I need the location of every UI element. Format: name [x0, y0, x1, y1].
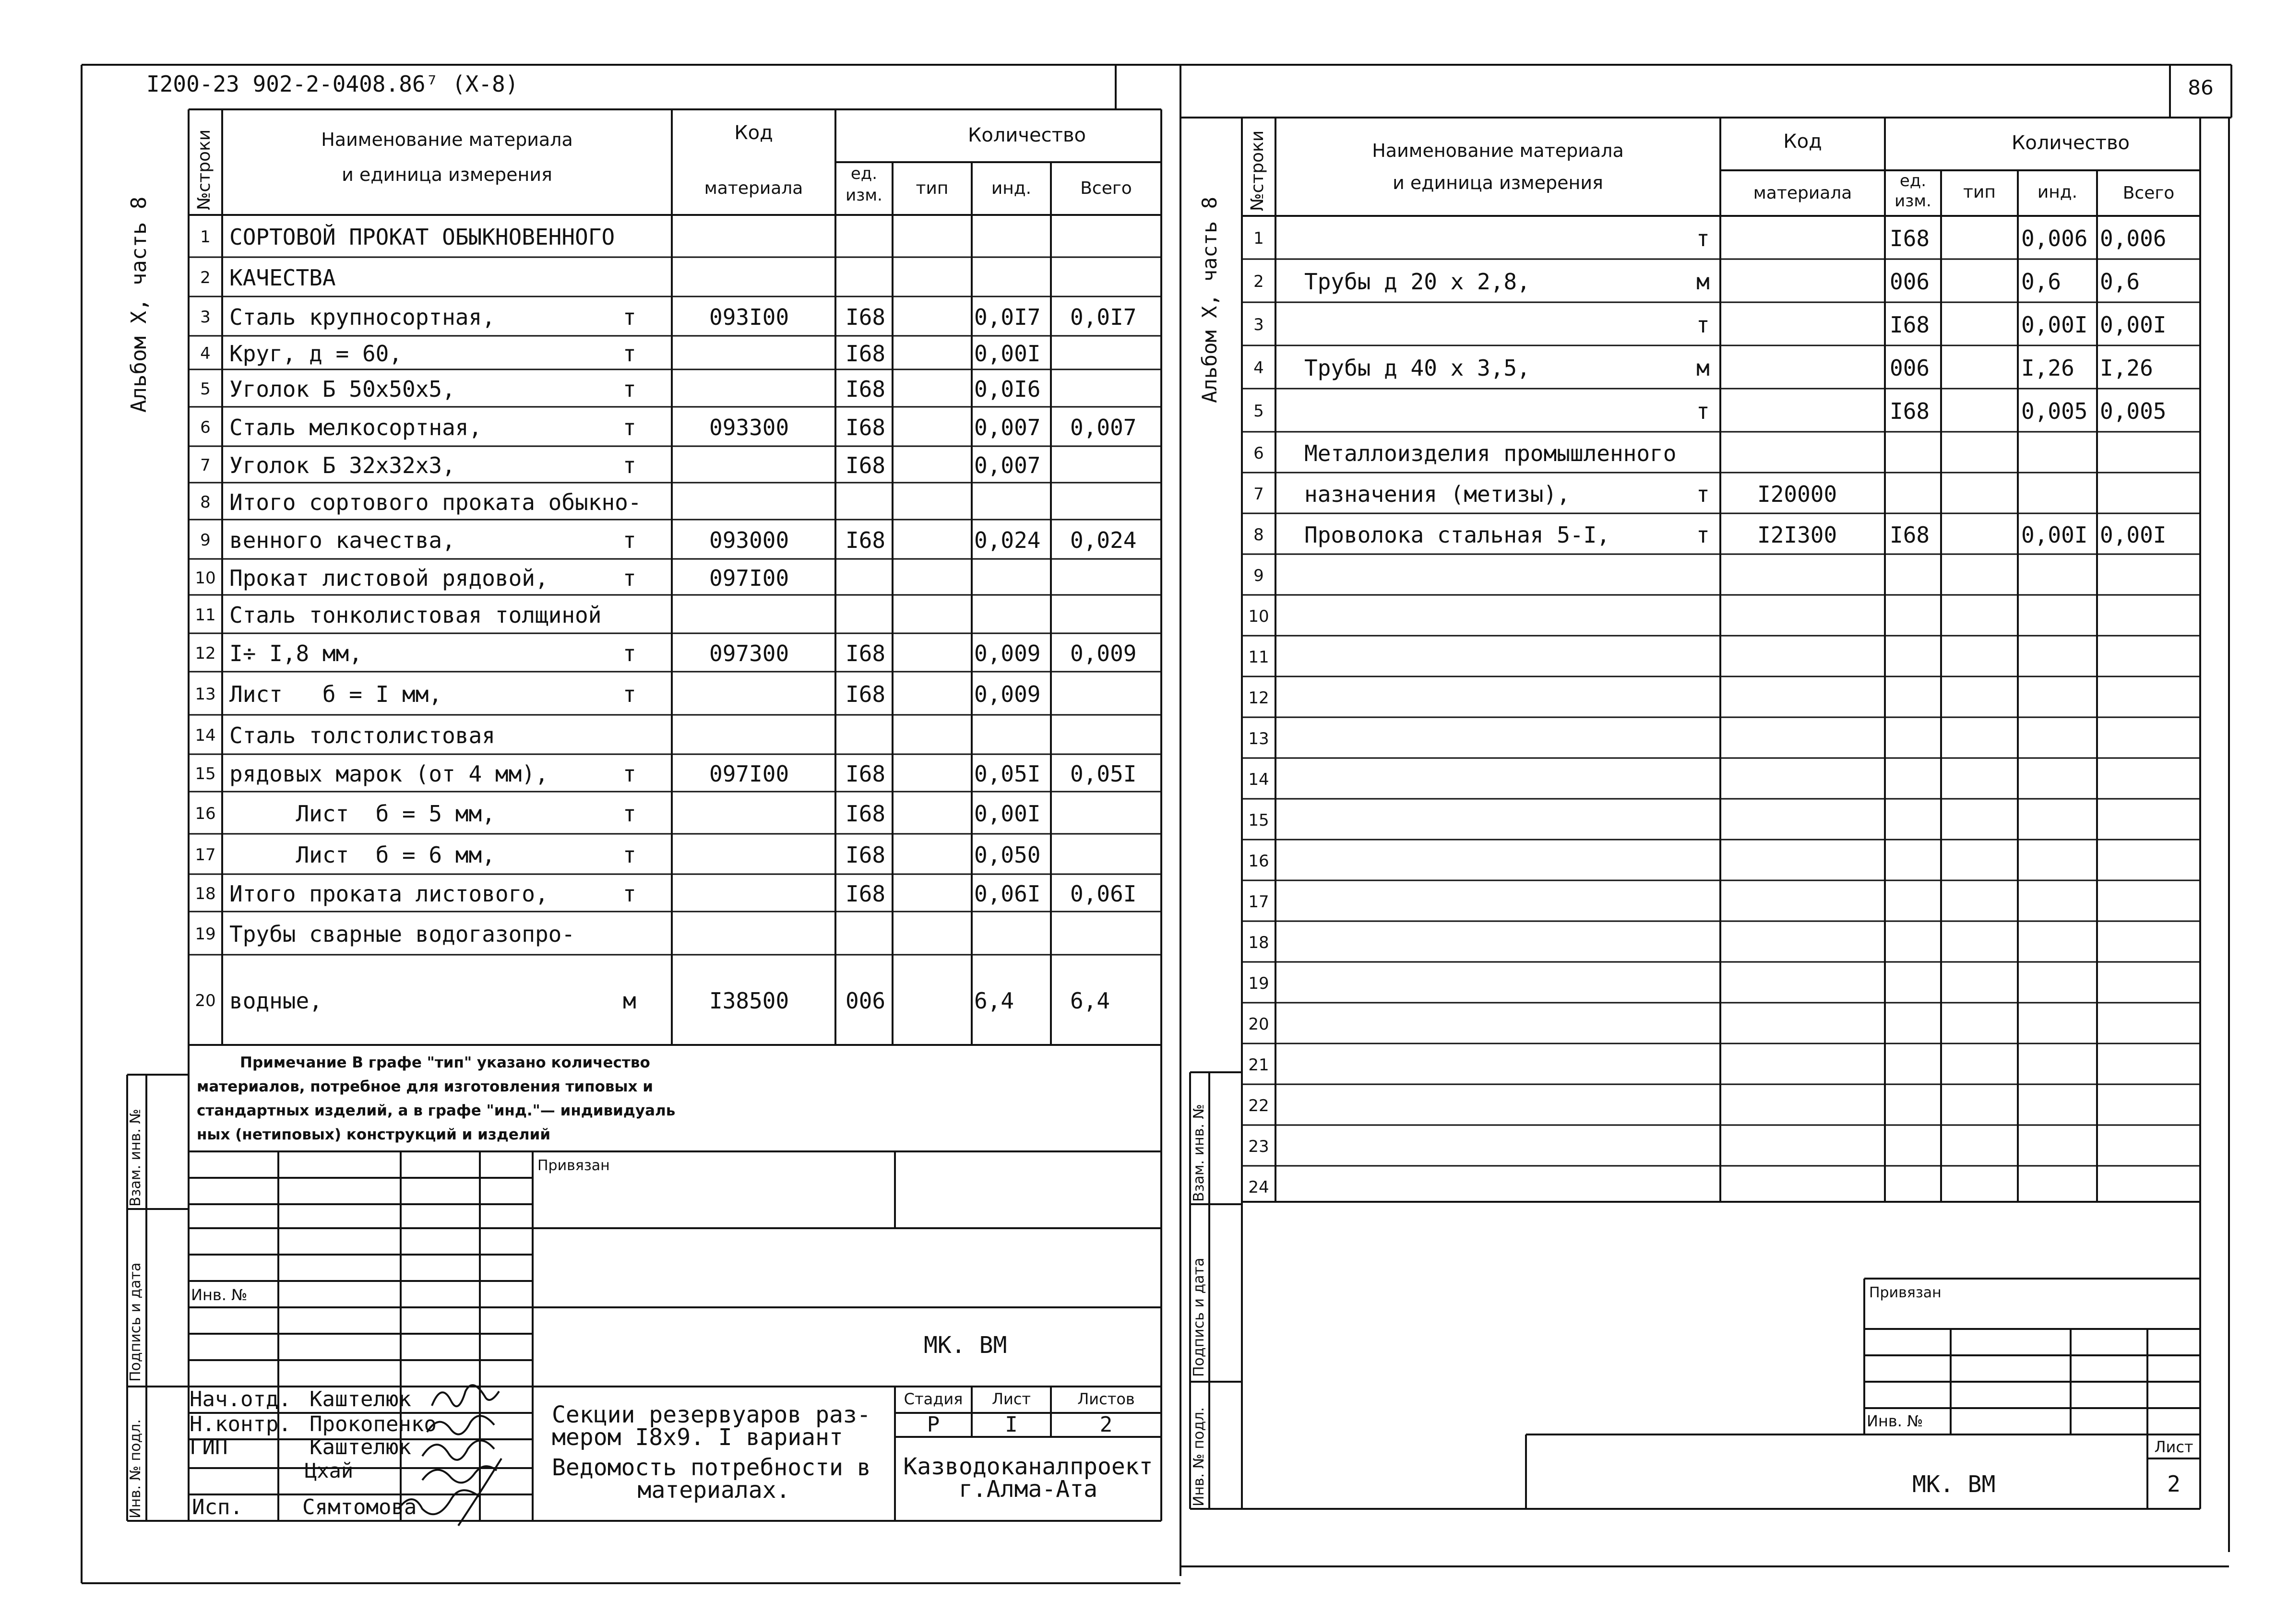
- row-qty-ind: 0,00I: [974, 341, 1041, 367]
- row-material-name: назначения (метизы),: [1304, 481, 1570, 507]
- row-number: 20: [1248, 1014, 1269, 1034]
- row-unit-code: I68: [846, 681, 886, 707]
- row-material-code: 093000: [709, 527, 789, 553]
- row-number: 20: [195, 991, 216, 1010]
- row-qty-total: 0,009: [1070, 640, 1137, 666]
- row-unit-symbol: т: [623, 341, 636, 367]
- row-unit-symbol: т: [623, 681, 636, 707]
- row-material-code: I38500: [709, 988, 789, 1014]
- row-qty-total: 0,05I: [1070, 761, 1137, 787]
- row-qty-ind: 6,4: [974, 988, 1014, 1014]
- header-ind-right: инд.: [2037, 182, 2078, 202]
- row-qty-ind: 0,024: [974, 527, 1041, 553]
- signer-role-2: Н.контр.: [190, 1412, 291, 1436]
- stamp-podpis-data-right: Подпись и дата: [1191, 1257, 1207, 1377]
- row-number: 12: [1248, 688, 1269, 708]
- row-material-name: венного качества,: [229, 527, 455, 553]
- header-name-line2: и единица измерения: [342, 164, 552, 185]
- row-number: 6: [200, 418, 211, 437]
- row-qty-ind: 0,00I: [974, 801, 1041, 827]
- header-name-line1-right: Наименование материала: [1372, 140, 1624, 161]
- doc-code-left: МК. ВМ: [924, 1332, 1007, 1359]
- row-unit-symbol: т: [1696, 225, 1710, 251]
- row-number: 15: [195, 764, 216, 783]
- row-qty-ind: 0,00I: [2021, 312, 2088, 338]
- row-unit-symbol: м: [1696, 269, 1710, 295]
- row-material-name: Лист б = 6 мм,: [229, 842, 495, 868]
- row-unit-symbol: м: [623, 988, 636, 1014]
- row-unit-code: I68: [846, 304, 886, 330]
- row-unit-symbol: т: [623, 376, 636, 402]
- org-line-1: Казводоканалпроект: [903, 1453, 1153, 1480]
- signer-name-2: Прокопенко: [310, 1412, 437, 1436]
- row-material-name: КАЧЕСТВА: [229, 265, 336, 291]
- row-material-name: Прокат листовой рядовой,: [229, 565, 548, 591]
- row-number: 9: [200, 531, 211, 550]
- row-number: 16: [195, 804, 216, 823]
- row-qty-ind: 0,0I7: [974, 304, 1041, 330]
- row-number: 11: [195, 605, 216, 625]
- row-unit-symbol: т: [623, 565, 636, 591]
- row-number: 13: [1248, 729, 1269, 748]
- row-number: 1: [1253, 229, 1264, 248]
- signer-name-1: Каштелюк: [310, 1387, 411, 1411]
- row-number: 13: [195, 685, 216, 704]
- sheet-label: Лист: [991, 1390, 1031, 1408]
- row-material-name: водные,: [229, 988, 322, 1014]
- org-line-2: г.Алма-Ата: [959, 1476, 1097, 1503]
- row-qty-total: 0,00I: [2100, 312, 2167, 338]
- row-number: 14: [195, 726, 216, 745]
- row-unit-code: I68: [846, 761, 886, 787]
- row-qty-total: 0,005: [2100, 398, 2167, 424]
- row-unit-symbol: т: [1696, 522, 1710, 548]
- row-material-code: I20000: [1757, 481, 1837, 507]
- row-number: 14: [1248, 770, 1269, 789]
- header-unit-line1-right: ед.: [1899, 171, 1927, 190]
- row-unit-code: I68: [846, 452, 886, 478]
- header-code-right: Код: [1783, 130, 1822, 153]
- row-unit-symbol: т: [623, 640, 636, 666]
- row-qty-ind: I,26: [2021, 355, 2074, 381]
- row-unit-code: I68: [846, 842, 886, 868]
- header-material-right: материала: [1753, 183, 1852, 203]
- header-qty-right: Количество: [2011, 132, 2130, 154]
- row-qty-total: 0,006: [2100, 225, 2167, 251]
- header-ind: инд.: [991, 178, 1032, 198]
- row-qty-ind: 0,009: [974, 681, 1041, 707]
- row-number: 22: [1248, 1096, 1269, 1115]
- header-qty: Количество: [967, 124, 1086, 146]
- signer-name-3: Каштелюк: [310, 1435, 411, 1459]
- header-code: Код: [734, 122, 773, 144]
- row-unit-symbol: т: [1696, 398, 1710, 424]
- row-unit-code: I68: [846, 376, 886, 402]
- row-material-code: 097I00: [709, 565, 789, 591]
- row-unit-code: I68: [1890, 312, 1930, 338]
- row-number: 6: [1253, 443, 1264, 463]
- row-qty-ind: 0,06I: [974, 881, 1041, 907]
- title-line-2: мером I8x9. I вариант: [552, 1424, 843, 1451]
- header-tip-right: тип: [1963, 182, 1996, 202]
- privyazan-label: Привязан: [537, 1157, 610, 1174]
- row-qty-ind: 0,007: [974, 415, 1041, 440]
- inv-no-label: Инв. №: [191, 1286, 248, 1304]
- row-number: 2: [1253, 272, 1264, 291]
- header-material: материала: [704, 178, 803, 198]
- stage-value: Р: [927, 1412, 940, 1437]
- row-qty-ind: 0,007: [974, 452, 1041, 478]
- row-material-code: 093300: [709, 415, 789, 440]
- row-material-name: Уголок Б 50х50х5,: [229, 376, 455, 402]
- header-unit-line1: ед.: [850, 164, 878, 183]
- row-material-name: Лист б = 5 мм,: [229, 801, 495, 827]
- row-material-name: Итого проката листового,: [229, 881, 548, 907]
- row-material-name: Трубы д 20 х 2,8,: [1304, 269, 1530, 295]
- row-qty-ind: 0,006: [2021, 225, 2088, 251]
- note-line-4: ных (нетиповых) конструкций и изделий: [197, 1126, 551, 1143]
- row-qty-ind: 0,00I: [2021, 522, 2088, 548]
- row-material-name: Трубы сварные водогазопро-: [229, 921, 575, 947]
- row-qty-total: 0,00I: [2100, 522, 2167, 548]
- row-number: 18: [195, 884, 216, 903]
- album-side-label-right: Альбом X, часть 8: [1198, 197, 1221, 403]
- sheet-label-right: Лист: [2154, 1438, 2193, 1456]
- row-qty-total: 0,007: [1070, 415, 1137, 440]
- row-unit-symbol: т: [623, 881, 636, 907]
- inv-no-label-right: Инв. №: [1867, 1412, 1923, 1430]
- stage-label: Стадия: [904, 1390, 963, 1408]
- row-material-code: I2I300: [1757, 522, 1837, 548]
- row-number: 10: [1248, 606, 1269, 626]
- stamp-vzam-inv-right: Взам. инв. №: [1191, 1104, 1207, 1202]
- signer-role-5: Исп.: [192, 1495, 243, 1519]
- row-material-name: Металлоизделия промышленного: [1304, 440, 1677, 466]
- row-qty-total: 0,024: [1070, 527, 1137, 553]
- row-number: 12: [195, 644, 216, 663]
- privyazan-label-right: Привязан: [1869, 1284, 1942, 1301]
- row-material-name: Сталь тонколистовая толщиной: [229, 602, 602, 628]
- header-total-right: Всего: [2122, 183, 2175, 203]
- row-number: 11: [1248, 647, 1269, 667]
- stamp-vzam-inv: Взам. инв. №: [127, 1109, 144, 1207]
- row-qty-total: I,26: [2100, 355, 2153, 381]
- row-material-name: Лист б = I мм,: [229, 681, 442, 707]
- row-material-name: I÷ I,8 мм,: [229, 640, 362, 666]
- signer-name-4: Цхай: [305, 1459, 354, 1482]
- row-qty-total: 0,0I7: [1070, 304, 1137, 330]
- row-material-code: 097300: [709, 640, 789, 666]
- row-number: 10: [195, 568, 216, 588]
- title-line-4: материалах.: [637, 1477, 790, 1504]
- row-number: 19: [1248, 973, 1269, 993]
- page-number: 86: [2188, 76, 2214, 99]
- row-number: 23: [1248, 1137, 1269, 1156]
- header-unit-line2-right: изм.: [1895, 191, 1931, 211]
- row-material-name: Сталь толстолистовая: [229, 723, 495, 748]
- signer-name-5: Сямтомова: [302, 1495, 417, 1519]
- signer-role-1: Нач.отд.: [190, 1387, 291, 1411]
- sheet-value-right: 2: [2167, 1471, 2181, 1497]
- row-material-name: Трубы д 40 х 3,5,: [1304, 355, 1530, 381]
- row-unit-code: I68: [846, 341, 886, 367]
- row-unit-code: 006: [1890, 269, 1930, 295]
- row-material-name: Круг, д = 60,: [229, 341, 403, 367]
- row-number: 4: [1253, 358, 1264, 378]
- row-material-name: Сталь крупносортная,: [229, 304, 495, 330]
- row-number: 24: [1248, 1177, 1269, 1197]
- row-number: 5: [1253, 402, 1264, 421]
- sheet-value: I: [1005, 1412, 1018, 1437]
- row-number: 16: [1248, 851, 1269, 871]
- row-material-code: 097I00: [709, 761, 789, 787]
- header-rownum-right: №строки: [1248, 130, 1267, 211]
- row-unit-code: I68: [846, 415, 886, 440]
- row-unit-code: I68: [1890, 398, 1930, 424]
- row-qty-ind: 0,005: [2021, 398, 2088, 424]
- document-code-top: I200-23 902-2-0408.86⁷ (X-8): [146, 71, 519, 97]
- row-number: 9: [1253, 566, 1264, 585]
- row-unit-code: I68: [1890, 522, 1930, 548]
- note-line-3: стандартных изделий, а в графе "инд."— индивидуаль: [197, 1102, 676, 1119]
- row-unit-symbol: т: [623, 415, 636, 440]
- row-qty-ind: 0,0I6: [974, 376, 1041, 402]
- row-material-name: рядовых марок (от 4 мм),: [229, 761, 548, 787]
- row-number: 21: [1248, 1055, 1269, 1075]
- note-line-1: Примечание В графе "тип" указано количество: [240, 1054, 650, 1071]
- row-number: 2: [200, 268, 211, 287]
- row-unit-code: I68: [846, 801, 886, 827]
- row-unit-code: 006: [1890, 355, 1930, 381]
- row-unit-symbol: т: [623, 304, 636, 330]
- row-unit-symbol: т: [623, 761, 636, 787]
- row-material-code: 093I00: [709, 304, 789, 330]
- row-unit-symbol: т: [1696, 481, 1710, 507]
- row-unit-symbol: т: [623, 452, 636, 478]
- row-number: 1: [200, 227, 211, 247]
- row-material-name: Сталь мелкосортная,: [229, 415, 482, 440]
- row-unit-code: 006: [846, 988, 886, 1014]
- sheets-value: 2: [1099, 1412, 1113, 1437]
- row-number: 7: [200, 456, 211, 475]
- row-qty-ind: 0,009: [974, 640, 1041, 666]
- row-unit-symbol: т: [1696, 312, 1710, 338]
- row-number: 19: [195, 925, 216, 944]
- row-number: 18: [1248, 933, 1269, 952]
- row-unit-symbol: т: [623, 842, 636, 868]
- title-line-3: Ведомость потребности в: [552, 1454, 871, 1481]
- sheets-label: Листов: [1077, 1390, 1135, 1408]
- row-number: 5: [200, 379, 211, 399]
- row-material-name: Уголок Б 32х32х3,: [229, 452, 455, 478]
- note-line-2: материалов, потребное для изготовления типовых и: [197, 1078, 654, 1095]
- row-material-name: Проволока стальная 5-I,: [1304, 522, 1610, 548]
- header-unit-line2: изм.: [846, 186, 882, 205]
- row-unit-code: I68: [846, 881, 886, 907]
- row-number: 4: [200, 344, 211, 363]
- row-qty-total: 0,06I: [1070, 881, 1137, 907]
- row-number: 7: [1253, 484, 1264, 504]
- row-number: 8: [1253, 525, 1264, 545]
- row-unit-symbol: т: [623, 527, 636, 553]
- stamp-inv-podl: Инв. № подл.: [127, 1419, 144, 1518]
- row-unit-symbol: м: [1696, 355, 1710, 381]
- row-number: 17: [1248, 892, 1269, 912]
- row-qty-ind: 0,050: [974, 842, 1041, 868]
- header-tip: тип: [916, 178, 949, 198]
- row-material-name: Итого сортового проката обыкно-: [229, 489, 642, 515]
- row-number: 15: [1248, 810, 1269, 830]
- row-number: 3: [200, 308, 211, 327]
- row-material-name: СОРТОВОЙ ПРОКАТ ОБЫКНОВЕННОГО: [229, 224, 615, 250]
- stamp-inv-podl-right: Инв. № подл.: [1191, 1407, 1207, 1506]
- row-qty-ind: 0,05I: [974, 761, 1041, 787]
- row-number: 8: [200, 492, 211, 512]
- row-unit-code: I68: [846, 640, 886, 666]
- album-side-label-left: Альбом X, часть 8: [127, 196, 151, 413]
- signer-role-3: ГИП: [190, 1435, 228, 1459]
- row-qty-total: 0,6: [2100, 269, 2140, 295]
- header-name-line1: Наименование материала: [321, 129, 573, 150]
- row-unit-code: I68: [846, 527, 886, 553]
- header-name-line2-right: и единица измерения: [1393, 172, 1603, 193]
- header-total: Всего: [1080, 178, 1132, 198]
- stamp-podpis-data: Подпись и дата: [127, 1262, 144, 1382]
- row-number: 3: [1253, 315, 1264, 334]
- row-qty-total: 6,4: [1070, 988, 1110, 1014]
- row-number: 17: [195, 845, 216, 865]
- row-qty-ind: 0,6: [2021, 269, 2062, 295]
- row-unit-code: I68: [1890, 225, 1930, 251]
- doc-code-right: МК. ВМ: [1912, 1471, 1996, 1498]
- row-unit-symbol: т: [623, 801, 636, 827]
- title-line-1: Секции резервуаров раз-: [552, 1401, 871, 1428]
- header-rownum: №строки: [194, 129, 214, 210]
